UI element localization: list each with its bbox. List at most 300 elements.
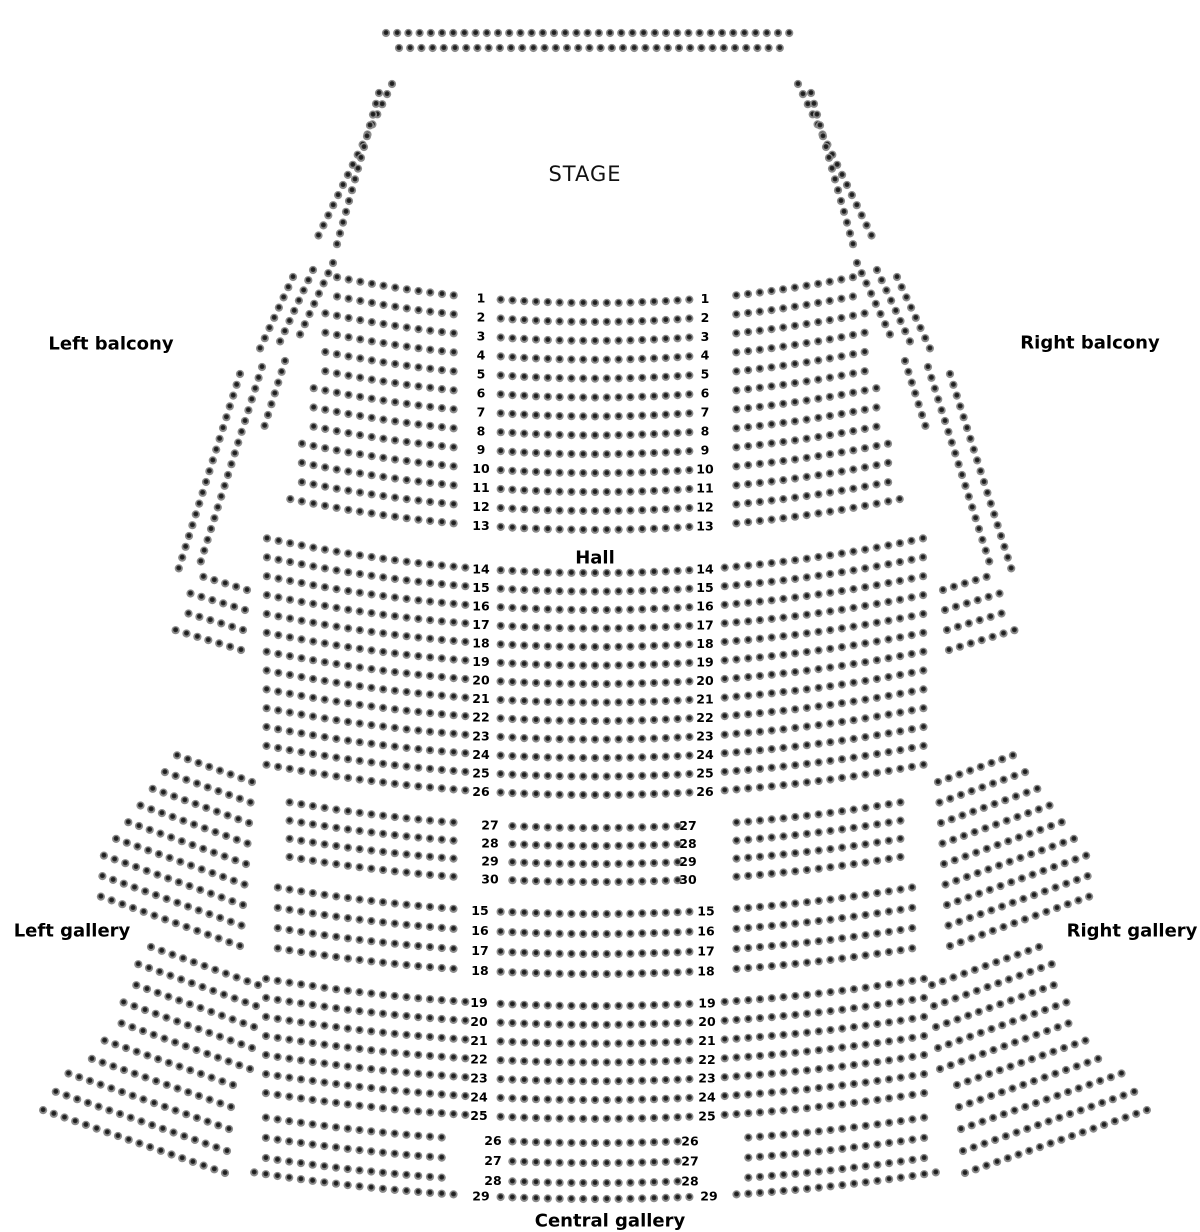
seat[interactable] <box>152 891 160 899</box>
seat[interactable] <box>520 1001 528 1009</box>
seat[interactable] <box>344 894 352 902</box>
seat[interactable] <box>379 339 387 347</box>
seat[interactable] <box>544 393 552 401</box>
seat[interactable] <box>958 471 966 479</box>
seat[interactable] <box>286 835 294 843</box>
seat[interactable] <box>579 643 587 651</box>
seat[interactable] <box>920 1114 928 1122</box>
seat[interactable] <box>310 384 318 392</box>
seat[interactable] <box>285 1157 293 1165</box>
seat[interactable] <box>372 100 380 108</box>
seat[interactable] <box>114 1132 122 1140</box>
seat[interactable] <box>426 403 434 411</box>
seat[interactable] <box>685 585 693 593</box>
seat[interactable] <box>803 722 811 730</box>
seat[interactable] <box>579 1159 587 1167</box>
seat[interactable] <box>93 1125 101 1133</box>
seat[interactable] <box>838 987 846 995</box>
seat[interactable] <box>861 804 869 812</box>
seat[interactable] <box>449 1072 457 1080</box>
seat[interactable] <box>837 275 845 283</box>
seat[interactable] <box>626 661 634 669</box>
seat[interactable] <box>591 842 599 850</box>
seat[interactable] <box>826 757 834 765</box>
seat[interactable] <box>838 954 846 962</box>
seat[interactable] <box>356 809 364 817</box>
seat[interactable] <box>532 392 540 400</box>
seat[interactable] <box>367 1084 375 1092</box>
seat[interactable] <box>438 328 446 336</box>
seat[interactable] <box>356 316 364 324</box>
seat[interactable] <box>120 998 128 1006</box>
seat[interactable] <box>450 711 458 719</box>
seat[interactable] <box>662 623 670 631</box>
seat[interactable] <box>508 1177 516 1185</box>
seat[interactable] <box>379 1010 387 1018</box>
seat[interactable] <box>884 497 892 505</box>
seat[interactable] <box>603 1002 611 1010</box>
seat[interactable] <box>638 969 646 977</box>
seat[interactable] <box>1047 822 1055 830</box>
seat[interactable] <box>379 573 387 581</box>
seat[interactable] <box>402 993 410 1001</box>
seat[interactable] <box>276 337 284 345</box>
seat[interactable] <box>861 348 869 356</box>
seat[interactable] <box>356 508 364 516</box>
seat[interactable] <box>956 643 964 651</box>
seat[interactable] <box>274 924 282 932</box>
seat[interactable] <box>1016 854 1024 862</box>
seat[interactable] <box>826 412 834 420</box>
seat[interactable] <box>744 290 752 298</box>
seat[interactable] <box>998 1088 1006 1096</box>
seat[interactable] <box>100 852 108 860</box>
seat[interactable] <box>744 404 752 412</box>
seat[interactable] <box>332 679 340 687</box>
seat[interactable] <box>426 1033 434 1041</box>
seat[interactable] <box>248 1044 256 1052</box>
seat[interactable] <box>721 786 729 794</box>
seat[interactable] <box>721 998 729 1006</box>
seat[interactable] <box>908 1156 916 1164</box>
seat[interactable] <box>339 181 347 189</box>
seat[interactable] <box>972 576 980 584</box>
seat[interactable] <box>230 603 238 611</box>
seat[interactable] <box>838 1006 846 1014</box>
seat[interactable] <box>626 950 634 958</box>
seat[interactable] <box>732 767 740 775</box>
seat[interactable] <box>615 337 623 345</box>
seat[interactable] <box>826 719 834 727</box>
seat[interactable] <box>239 626 247 634</box>
seat[interactable] <box>983 983 991 991</box>
seat[interactable] <box>461 712 469 720</box>
seat[interactable] <box>885 928 893 936</box>
seat[interactable] <box>309 1058 317 1066</box>
seat[interactable] <box>814 337 822 345</box>
seat[interactable] <box>768 922 776 930</box>
seat[interactable] <box>309 712 317 720</box>
seat[interactable] <box>438 710 446 718</box>
seat[interactable] <box>309 500 317 508</box>
seat[interactable] <box>544 468 552 476</box>
seat[interactable] <box>391 398 399 406</box>
seat[interactable] <box>497 928 505 936</box>
seat[interactable] <box>1074 896 1082 904</box>
seat[interactable] <box>1026 968 1034 976</box>
seat[interactable] <box>756 1071 764 1079</box>
seat[interactable] <box>556 1058 564 1066</box>
seat[interactable] <box>674 678 682 686</box>
seat[interactable] <box>520 678 528 686</box>
seat[interactable] <box>450 310 458 318</box>
seat[interactable] <box>1014 1150 1022 1158</box>
seat[interactable] <box>849 623 857 631</box>
seat[interactable] <box>544 790 552 798</box>
seat[interactable] <box>756 903 764 911</box>
seat[interactable] <box>208 1074 216 1082</box>
seat[interactable] <box>368 452 376 460</box>
seat[interactable] <box>662 877 670 885</box>
seat[interactable] <box>574 44 582 52</box>
seat[interactable] <box>286 765 294 773</box>
seat[interactable] <box>873 857 881 865</box>
seat[interactable] <box>803 555 811 563</box>
seat[interactable] <box>438 561 446 569</box>
seat[interactable] <box>662 1001 670 1009</box>
seat[interactable] <box>333 350 341 358</box>
seat[interactable] <box>876 310 884 318</box>
seat[interactable] <box>520 697 528 705</box>
seat[interactable] <box>651 29 659 37</box>
seat[interactable] <box>650 823 658 831</box>
seat[interactable] <box>297 818 305 826</box>
seat[interactable] <box>438 654 446 662</box>
seat[interactable] <box>567 624 575 632</box>
seat[interactable] <box>391 1150 399 1158</box>
seat[interactable] <box>520 771 528 779</box>
seat[interactable] <box>791 556 799 564</box>
seat[interactable] <box>662 604 670 612</box>
seat[interactable] <box>872 300 880 308</box>
seat[interactable] <box>791 761 799 769</box>
seat[interactable] <box>332 806 340 814</box>
seat[interactable] <box>650 411 658 419</box>
seat[interactable] <box>861 931 869 939</box>
seat[interactable] <box>426 597 434 605</box>
seat[interactable] <box>873 750 881 758</box>
seat[interactable] <box>897 1117 905 1125</box>
seat[interactable] <box>567 1002 575 1010</box>
seat[interactable] <box>391 1130 399 1138</box>
seat[interactable] <box>391 284 399 292</box>
seat[interactable] <box>508 1137 516 1145</box>
seat[interactable] <box>1005 975 1013 983</box>
seat[interactable] <box>983 845 991 853</box>
seat[interactable] <box>837 197 845 205</box>
seat[interactable] <box>556 1020 564 1028</box>
seat[interactable] <box>173 899 181 907</box>
seat[interactable] <box>309 1140 317 1148</box>
seat[interactable] <box>520 411 528 419</box>
seat[interactable] <box>963 424 971 432</box>
seat[interactable] <box>591 299 599 307</box>
seat[interactable] <box>779 514 787 522</box>
seat[interactable] <box>1045 801 1053 809</box>
seat[interactable] <box>176 858 184 866</box>
seat[interactable] <box>838 1100 846 1108</box>
seat[interactable] <box>414 325 422 333</box>
seat[interactable] <box>603 450 611 458</box>
seat[interactable] <box>815 937 823 945</box>
seat[interactable] <box>309 581 317 589</box>
seat[interactable] <box>403 614 411 622</box>
seat[interactable] <box>520 430 528 438</box>
seat[interactable] <box>556 1139 564 1147</box>
seat[interactable] <box>438 1133 446 1141</box>
seat[interactable] <box>304 276 312 284</box>
seat[interactable] <box>1050 863 1058 871</box>
seat[interactable] <box>356 374 364 382</box>
seat[interactable] <box>520 392 528 400</box>
seat[interactable] <box>274 1053 282 1061</box>
seat[interactable] <box>567 318 575 326</box>
seat[interactable] <box>579 469 587 477</box>
seat[interactable] <box>732 481 740 489</box>
seat[interactable] <box>520 641 528 649</box>
seat[interactable] <box>674 1019 682 1027</box>
seat[interactable] <box>139 1027 147 1035</box>
seat[interactable] <box>449 873 457 881</box>
seat[interactable] <box>212 1143 220 1151</box>
seat[interactable] <box>838 825 846 833</box>
seat[interactable] <box>638 1178 646 1186</box>
seat[interactable] <box>298 459 306 467</box>
seat[interactable] <box>936 1065 944 1073</box>
seat[interactable] <box>650 1178 658 1186</box>
seat[interactable] <box>756 560 764 568</box>
seat[interactable] <box>638 393 646 401</box>
seat[interactable] <box>973 987 981 995</box>
seat[interactable] <box>779 419 787 427</box>
seat[interactable] <box>508 429 516 437</box>
seat[interactable] <box>185 882 193 890</box>
seat[interactable] <box>591 680 599 688</box>
seat[interactable] <box>556 860 564 868</box>
seat[interactable] <box>791 1170 799 1178</box>
seat[interactable] <box>414 633 422 641</box>
seat[interactable] <box>450 424 458 432</box>
seat[interactable] <box>873 1140 881 1148</box>
seat[interactable] <box>204 636 212 644</box>
seat[interactable] <box>838 1043 846 1051</box>
seat[interactable] <box>662 641 670 649</box>
seat[interactable] <box>532 411 540 419</box>
seat[interactable] <box>662 1076 670 1084</box>
seat[interactable] <box>262 1134 270 1142</box>
seat[interactable] <box>450 674 458 682</box>
seat[interactable] <box>309 562 317 570</box>
seat[interactable] <box>324 211 332 219</box>
seat[interactable] <box>556 488 564 496</box>
seat[interactable] <box>850 860 858 868</box>
seat[interactable] <box>885 767 893 775</box>
seat[interactable] <box>263 685 271 693</box>
seat[interactable] <box>756 995 764 1003</box>
seat[interactable] <box>556 525 564 533</box>
seat[interactable] <box>438 1071 446 1079</box>
seat[interactable] <box>391 1011 399 1019</box>
seat[interactable] <box>885 1094 893 1102</box>
seat[interactable] <box>920 994 928 1002</box>
seat[interactable] <box>977 910 985 918</box>
seat[interactable] <box>779 476 787 484</box>
seat[interactable] <box>814 572 822 580</box>
seat[interactable] <box>638 449 646 457</box>
seat[interactable] <box>685 371 693 379</box>
seat[interactable] <box>391 1086 399 1094</box>
seat[interactable] <box>231 994 239 1002</box>
seat[interactable] <box>591 824 599 832</box>
seat[interactable] <box>508 789 516 797</box>
seat[interactable] <box>756 1173 764 1181</box>
seat[interactable] <box>579 950 587 958</box>
seat[interactable] <box>403 514 411 522</box>
seat[interactable] <box>243 977 251 985</box>
seat[interactable] <box>838 680 846 688</box>
seat[interactable] <box>907 556 915 564</box>
seat[interactable] <box>861 309 869 317</box>
seat[interactable] <box>826 469 834 477</box>
seat[interactable] <box>662 467 670 475</box>
seat[interactable] <box>638 909 646 917</box>
seat[interactable] <box>426 365 434 373</box>
seat[interactable] <box>285 906 293 914</box>
seat[interactable] <box>450 386 458 394</box>
seat[interactable] <box>1042 908 1050 916</box>
seat[interactable] <box>274 883 282 891</box>
seat[interactable] <box>674 715 682 723</box>
seat[interactable] <box>662 823 670 831</box>
seat[interactable] <box>321 348 329 356</box>
seat[interactable] <box>309 266 317 274</box>
seat[interactable] <box>1051 883 1059 891</box>
seat[interactable] <box>768 1172 776 1180</box>
seat[interactable] <box>838 1125 846 1133</box>
seat[interactable] <box>838 1181 846 1189</box>
seat[interactable] <box>732 618 740 626</box>
seat[interactable] <box>309 1039 317 1047</box>
seat[interactable] <box>497 523 505 531</box>
seat[interactable] <box>615 970 623 978</box>
seat[interactable] <box>367 721 375 729</box>
seat[interactable] <box>1049 1048 1057 1056</box>
seat[interactable] <box>744 1034 752 1042</box>
seat[interactable] <box>732 674 740 682</box>
seat[interactable] <box>861 502 869 510</box>
seat[interactable] <box>195 906 203 914</box>
seat[interactable] <box>591 569 599 577</box>
seat[interactable] <box>838 549 846 557</box>
seat[interactable] <box>732 945 740 953</box>
seat[interactable] <box>843 181 851 189</box>
seat[interactable] <box>767 382 775 390</box>
seat[interactable] <box>997 532 1005 540</box>
seat[interactable] <box>591 1195 599 1203</box>
seat[interactable] <box>508 448 516 456</box>
seat[interactable] <box>344 352 352 360</box>
seat[interactable] <box>109 1062 117 1070</box>
seat[interactable] <box>650 1114 658 1122</box>
seat[interactable] <box>297 654 305 662</box>
seat[interactable] <box>861 621 869 629</box>
seat[interactable] <box>391 322 399 330</box>
seat[interactable] <box>838 862 846 870</box>
seat[interactable] <box>650 449 658 457</box>
seat[interactable] <box>344 987 352 995</box>
seat[interactable] <box>987 613 995 621</box>
seat[interactable] <box>321 696 329 704</box>
seat[interactable] <box>961 1169 969 1177</box>
seat[interactable] <box>1010 919 1018 927</box>
seat[interactable] <box>626 374 634 382</box>
seat[interactable] <box>1070 835 1078 843</box>
seat[interactable] <box>908 593 916 601</box>
seat[interactable] <box>508 467 516 475</box>
seat[interactable] <box>768 633 776 641</box>
seat[interactable] <box>897 1157 905 1165</box>
seat[interactable] <box>626 1195 634 1203</box>
seat[interactable] <box>709 44 717 52</box>
seat[interactable] <box>918 411 926 419</box>
seat[interactable] <box>366 121 374 129</box>
seat[interactable] <box>556 569 564 577</box>
seat[interactable] <box>861 733 869 741</box>
seat[interactable] <box>414 615 422 623</box>
seat[interactable] <box>118 1019 126 1027</box>
seat[interactable] <box>309 731 317 739</box>
seat[interactable] <box>685 447 693 455</box>
seat[interactable] <box>198 865 206 873</box>
seat[interactable] <box>567 772 575 780</box>
seat[interactable] <box>414 870 422 878</box>
seat[interactable] <box>197 1070 205 1078</box>
seat[interactable] <box>971 966 979 974</box>
seat[interactable] <box>1143 1106 1151 1114</box>
seat[interactable] <box>965 619 973 627</box>
seat[interactable] <box>756 1133 764 1141</box>
seat[interactable] <box>356 626 364 634</box>
seat[interactable] <box>815 702 823 710</box>
seat[interactable] <box>274 763 282 771</box>
seat[interactable] <box>274 1136 282 1144</box>
seat[interactable] <box>520 929 528 937</box>
seat[interactable] <box>497 1193 505 1201</box>
seat[interactable] <box>438 366 446 374</box>
seat[interactable] <box>356 956 364 964</box>
seat[interactable] <box>309 480 317 488</box>
seat[interactable] <box>603 1115 611 1123</box>
seat[interactable] <box>1068 1132 1076 1140</box>
seat[interactable] <box>615 791 623 799</box>
seat[interactable] <box>532 430 540 438</box>
seat[interactable] <box>508 948 516 956</box>
seat[interactable] <box>391 1030 399 1038</box>
seat[interactable] <box>831 175 839 183</box>
seat[interactable] <box>674 1076 682 1084</box>
seat[interactable] <box>1098 1099 1106 1107</box>
seat[interactable] <box>426 690 434 698</box>
